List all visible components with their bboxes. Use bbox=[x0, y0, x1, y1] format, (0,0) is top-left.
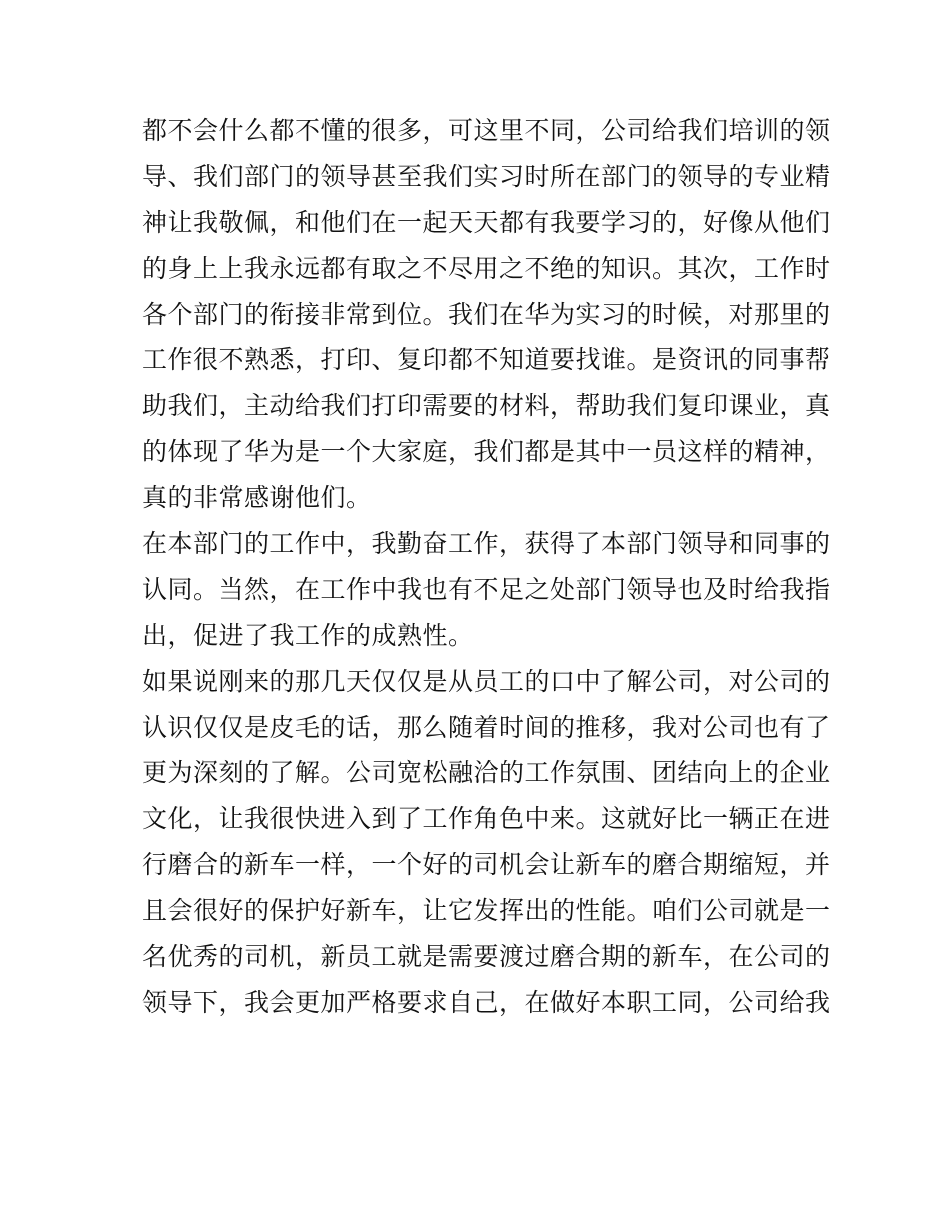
text-line-15: 更为深刻的了解。公司宽松融洽的工作氛围、团结向上的企业 bbox=[142, 758, 831, 788]
text-line-9: 真的非常感谢他们。 bbox=[142, 483, 372, 513]
text-line-11: 认同。当然，在工作中我也有不足之处部门领导也及时给我指 bbox=[142, 574, 831, 604]
text-line-13: 如果说刚来的那几天仅仅是从员工的口中了解公司，对公司的 bbox=[142, 666, 831, 696]
text-line-20: 领导下，我会更加严格要求自己，在做好本职工同，公司给我 bbox=[142, 987, 831, 1017]
text-line-8: 的体现了华为是一个大家庭，我们都是其中一员这样的精神， bbox=[142, 437, 831, 467]
text-line-17: 行磨合的新车一样，一个好的司机会让新车的磨合期缩短，并 bbox=[142, 850, 831, 880]
text-line-6: 工作很不熟悉，打印、复印都不知道要找谁。是资讯的同事帮 bbox=[142, 345, 831, 375]
text-line-7: 助我们，主动给我们打印需要的材料，帮助我们复印课业，真 bbox=[142, 391, 831, 421]
text-line-10: 在本部门的工作中，我勤奋工作，获得了本部门领导和同事的 bbox=[142, 529, 831, 559]
text-line-3: 神让我敬佩，和他们在一起天天都有我要学习的，好像从他们 bbox=[142, 207, 831, 237]
text-line-1: 都不会什么都不懂的很多，可这里不同，公司给我们培训的领 bbox=[142, 116, 831, 145]
text-line-5: 各个部门的衔接非常到位。我们在华为实习的时候，对那里的 bbox=[142, 299, 831, 329]
text-line-18: 且会很好的保护好新车，让它发挥出的性能。咱们公司就是一 bbox=[142, 896, 831, 926]
text-line-12: 出，促进了我工作的成熟性。 bbox=[142, 620, 474, 650]
document-body-text bbox=[142, 108, 831, 1026]
text-line-4: 的身上上我永远都有取之不尽用之不绝的知识。其次，工作时 bbox=[142, 253, 831, 283]
text-line-16: 文化，让我很快进入到了工作角色中来。这就好比一辆正在进 bbox=[142, 804, 831, 834]
text-line-2: 导、我们部门的领导甚至我们实习时所在部门的领导的专业精 bbox=[142, 161, 831, 191]
text-line-14: 认识仅仅是皮毛的话，那么随着时间的推移，我对公司也有了 bbox=[142, 712, 831, 742]
text-line-19: 名优秀的司机，新员工就是需要渡过磨合期的新车，在公司的 bbox=[142, 942, 831, 972]
